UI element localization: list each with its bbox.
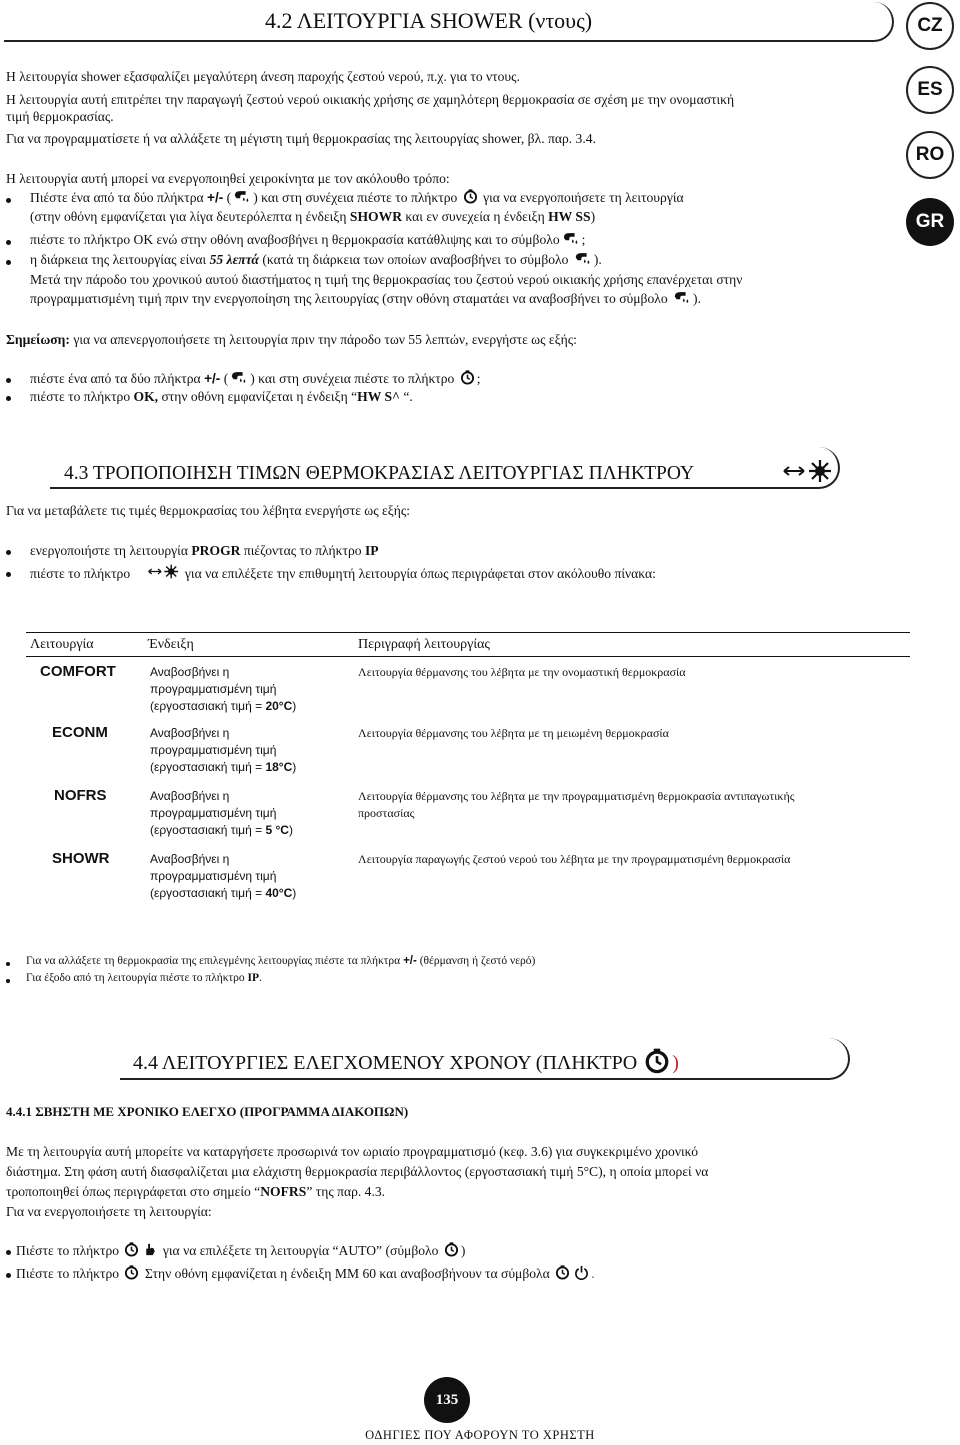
power-icon [574,1265,589,1280]
bullet-icon [6,378,11,383]
table-rule [26,632,910,633]
paragraph: Μετά την πάροδο του χρονικού αυτού διαστήματος η τιμή της θερμοκρασίας του ζεστού νερού οικιακής χρήσης επανέρχεται στην [30,272,743,287]
paragraph: Η λειτουργία αυτή μπορεί να ενεργοποιηθεί χειροκίνητα με τον ακόλουθο τρόπο: [6,171,450,186]
clock-icon [124,1242,139,1257]
footer-caption: ΟΔΗΓΙΕΣ ΠΟΥ ΑΦΟΡΟΥΝ ΤΟ ΧΡΗΣΤΗ [365,1428,595,1442]
bullet-icon [6,198,11,203]
list-item: Πιέστε ένα από τα δύο πλήκτρα +/- ( ) και στη συνέχεια πιέστε το πλήκτρο για να ενεργοποιήσετε τη λειτουργία [30,190,684,205]
paragraph: Για να προγραμματίσετε ή να αλλάξετε τη μέγιστη τιμή θερμοκρασίας της λειτουργίας shower, βλ. παρ. 3.4. [6,131,596,146]
clock-icon [444,1242,459,1257]
list-item: ενεργοποιήστε τη λειτουργία PROGR πιέζοντας το πλήκτρο IP [30,543,379,558]
bullet-icon [6,979,10,983]
table-cell-indication: Αναβοσβήνει η προγραμματισμένη τιμή (εργοστασιακή τιμή = 5 °C) [150,789,293,837]
lang-tab-gr[interactable]: GR [906,198,954,246]
table-rule [26,656,910,657]
table-cell-indication: Αναβοσβήνει η προγραμματισμένη τιμή (εργοστασιακή τιμή = 20°C) [150,665,297,713]
list-item-continuation: (στην οθόνη εμφανίζεται για λίγα δευτερόλεπτα η ένδειξη SHOWR και εν συνεχεία η ένδειξη HW SS) [30,209,596,224]
bullet-icon [6,572,11,577]
table-cell-mode: COMFORT [40,663,116,680]
list-item: πιέστε το πλήκτρο για να επιλέξετε την επιθυμητή λειτουργία όπως περιγράφεται στον ακόλουθο πίνακα: [30,563,656,583]
paragraph: τροποποιηθεί όπως περιγράφεται στο σημείο “NOFRS” της παρ. 4.3. [6,1184,386,1199]
table-header: Λειτουργία [30,637,94,652]
table-cell-mode: ECONM [52,724,108,741]
lang-tab-cz[interactable]: CZ [906,2,954,50]
note-paragraph: Σημείωση: για να απενεργοποιήσετε τη λειτουργία πριν την πάροδο των 55 λεπτών, ενεργήστε ως εξής: [6,332,577,347]
table-cell-indication: Αναβοσβήνει η προγραμματισμένη τιμή (εργοστασιακή τιμή = 40°C) [150,852,297,900]
plus-minus-key: +/- [207,190,224,205]
tap-icon [230,370,248,385]
list-item: πιέστε το πλήκτρο OK, στην οθόνη εμφανίζεται η ένδειξη “HW S^ “. [30,389,413,404]
paragraph: προγραμματισμένη τιμή πριν την ενεργοποίηση της λειτουργίας (στην οθόνη σταματάει να αναβοσβήνει το σύμβολο ). [30,291,701,306]
bullet-icon [6,260,11,265]
clock-icon [555,1265,570,1280]
list-item: η διάρκεια της λειτουργίας είναι 55 λεπτά (κατά τη διάρκεια των οποίων αναβοσβήνει το σύμβολο ). [30,252,602,267]
table-cell-mode: NOFRS [54,787,107,804]
list-item: πιέστε το πλήκτρο OK ενώ στην οθόνη αναβοσβήνει η θερμοκρασία κατάθλιψης και το σύμβολο ; [30,232,586,247]
table-header: Ένδειξη [148,637,194,652]
bullet-icon [6,396,11,401]
lang-tab-es[interactable]: ES [906,66,954,114]
list-item: Πιέστε το πλήκτρο Στην οθόνη εμφανίζεται η ένδειξη MM 60 και αναβοσβήνουν τα σύμβολα . [16,1266,595,1281]
lang-tab-ro[interactable]: RO [906,131,954,179]
section-title-4-4: 4.4 ΛΕΙΤΟΥΡΓΙΕΣ ΕΛΕΓΧΟΜΕΝΟΥ ΧΡΟΝΟΥ (ΠΛΗΚΤΡΟ ) [133,1048,679,1075]
table-cell-description: Λειτουργία παραγωγής ζεστού νερού του λέβητα με την προγραμματισμένη θερμοκρασία [358,852,791,866]
subsection-title: 4.4.1 ΣΒΗΣΤΗ ΜΕ ΧΡΟΝΙΚΟ ΕΛΕΓΧΟ (ΠΡΟΓΡΑΜΜΑ ΔΙΑΚΟΠΩΝ) [6,1104,409,1119]
page-number-badge [424,1377,470,1423]
bullet-icon [6,1250,11,1255]
moon-sun-icon [764,458,834,484]
bullet-icon [6,240,11,245]
bullet-icon [6,1273,11,1278]
bullet-icon [6,550,11,555]
paragraph: Για να ενεργοποιήσετε τη λειτουργία: [6,1204,212,1219]
table-cell-description: Λειτουργία θέρμανσης του λέβητα με την ονομαστική θερμοκρασία [358,665,686,679]
list-item: πιέστε ένα από τα δύο πλήκτρα +/- ( ) και στη συνέχεια πιέστε το πλήκτρο ; [30,371,481,386]
table-cell-description: Λειτουργία θέρμανσης του λέβητα με τη μειωμένη θερμοκρασία [358,726,669,740]
moon-sun-icon [136,563,180,580]
paragraph: Η λειτουργία αυτή επιτρέπει την παραγωγή ζεστού νερού οικιακής χρήσης σε χαμηλότερη θερμοκρασία σε σχέση με την ονομαστική [6,92,735,107]
paragraph: τιμή θερμοκρασίας. [6,109,114,124]
section-title-4-3: 4.3 ΤΡΟΠΟΠΟΙΗΣΗ ΤΙΜΩΝ ΘΕΡΜΟΚΡΑΣΙΑΣ ΛΕΙΤΟΥΡΓΙΑΣ ΠΛΗΚΤΡΟΥ [64,463,695,484]
footnote: Για να αλλάξετε τη θερμοκρασία της επιλεγμένης λειτουργίας πιέστε τα πλήκτρα +/- (θέρμανση ή ζεστό νερό) [26,955,536,967]
hand-icon [143,1242,157,1257]
tap-icon [673,290,691,305]
section-title-4-2: 4.2 ΛΕΙΤΟΥΡΓΙΑ SHOWER (ντους) [265,8,593,33]
table-header: Περιγραφή λειτουργίας [358,637,490,652]
paragraph: Για να μεταβάλετε τις τιμές θερμοκρασίας του λέβητα ενεργήστε ως εξής: [6,503,411,518]
clock-icon [460,370,475,385]
paragraph: Η λειτουργία shower εξασφαλίζει μεγαλύτερη άνεση παροχής ζεστού νερού, π.χ. για το ντους. [6,69,520,84]
tap-icon [233,189,251,204]
clock-icon [644,1048,670,1074]
bullet-icon [6,962,10,966]
footnote: Για έξοδο από τη λειτουργία πιέστε το πλήκτρο IP. [26,972,262,984]
list-item: Πιέστε το πλήκτρο για να επιλέξετε τη λειτουργία “AUTO” (σύμβολο ) [16,1243,466,1258]
paragraph: διάστημα. Στη φάση αυτή διασφαλίζεται μια ελάχιστη θερμοκρασία περιβάλλοντος (εργοστασιακή τιμή 5°C), η οποία μπορεί να [6,1164,709,1179]
table-cell-description: Λειτουργία θέρμανσης του λέβητα με την προγραμματισμένη θερμοκρασία αντιπαγωτικής προστασίας [358,789,795,820]
tap-icon [574,251,592,266]
paragraph: Με τη λειτουργία αυτή μπορείτε να καταργήσετε προσωρινά τον ωριαίο προγραμματισμό (κεφ. 3.6) για συγκεκριμένο χρονικό [6,1144,699,1159]
page-number: 135 [435,1391,459,1408]
table-cell-indication: Αναβοσβήνει η προγραμματισμένη τιμή (εργοστασιακή τιμή = 18°C) [150,726,297,774]
tap-icon [562,231,580,246]
clock-icon [124,1265,139,1280]
clock-icon [463,189,478,204]
note-label: Σημείωση: [6,332,70,347]
table-cell-mode: SHOWR [52,850,110,867]
